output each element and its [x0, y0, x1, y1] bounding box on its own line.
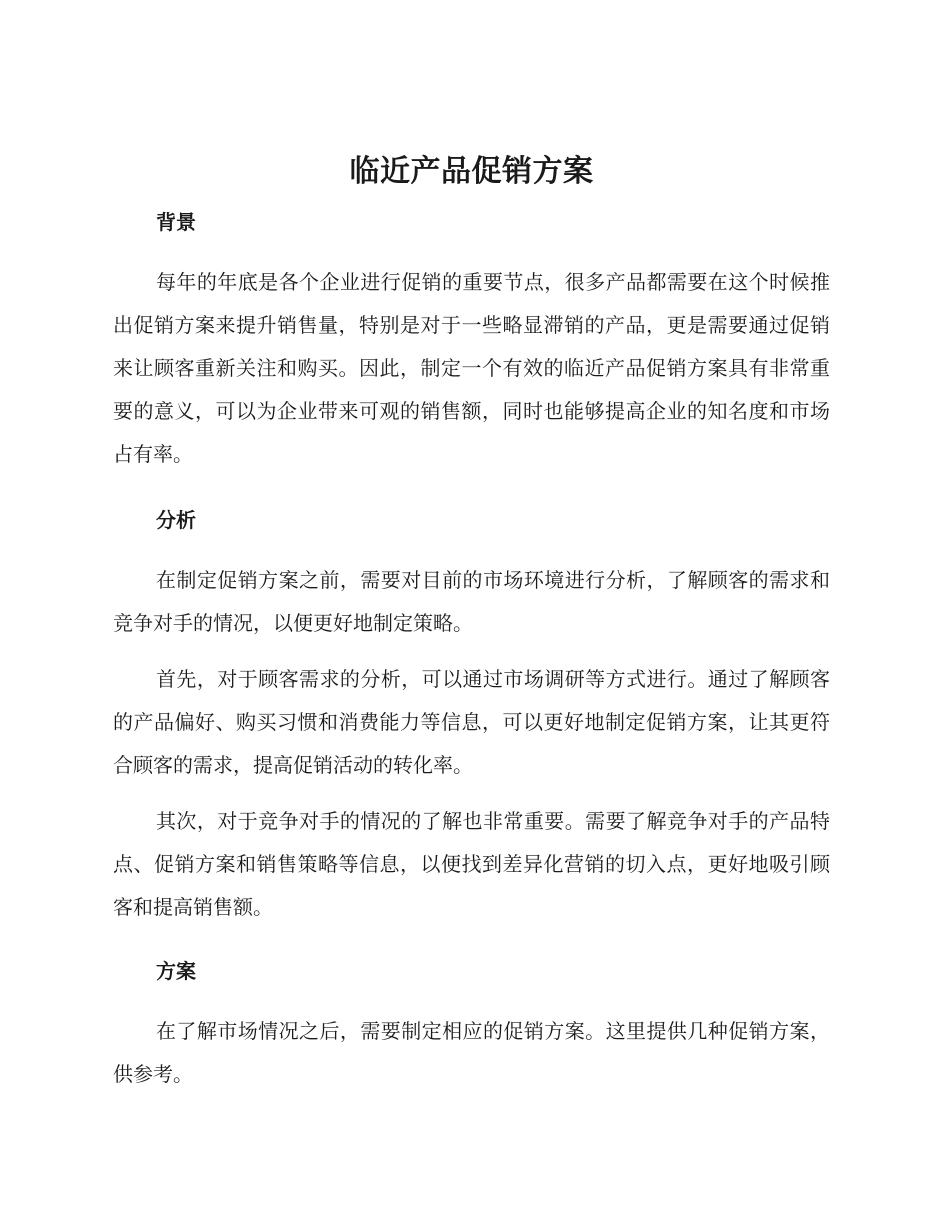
section-analysis — [113, 506, 830, 929]
section-heading-plan: 方案 — [156, 959, 196, 983]
section-heading-analysis: 分析 — [156, 508, 196, 532]
section-background — [113, 208, 830, 476]
paragraph-plan-1: 在了解市场情况之后，需要制定相应的促销方案。这里提供几种促销方案，供参考。 — [113, 1019, 830, 1086]
paragraph-analysis-2: 首先，对于顾客需求的分析，可以通过市场调研等方式进行。通过了解顾客的产品偏好、购买习惯和消费能力等信息，可以更好地制定促销方案，让其更符合顾客的需求，提高促销活动的转化率。 — [113, 667, 830, 777]
paragraph-background-1: 每年的年底是各个企业进行促销的重要节点，很多产品都需要在这个时候推出促销方案来提升销售量，特别是对于一些略显滞销的产品，更是需要通过促销来让顾客重新关注和购买。因此，制定一个有效的临近产品促销方案具有非常重要的意义，可以为企业带来可观的销售额，同时也能够提高企业的知名度和市场占有率。 — [113, 270, 830, 466]
document-title: 临近产品促销方案 — [349, 154, 594, 189]
paragraph-analysis-3: 其次，对于竞争对手的情况的了解也非常重要。需要了解竞争对手的产品特点、促销方案和销售策略等信息，以便找到差异化营销的切入点，更好地吸引顾客和提高销售额。 — [113, 809, 830, 919]
section-heading-background: 背景 — [156, 210, 196, 234]
paragraph-analysis-1: 在制定促销方案之前，需要对目前的市场环境进行分析，了解顾客的需求和竞争对手的情况，以便更好地制定策略。 — [113, 568, 830, 635]
section-plan — [113, 957, 830, 1096]
